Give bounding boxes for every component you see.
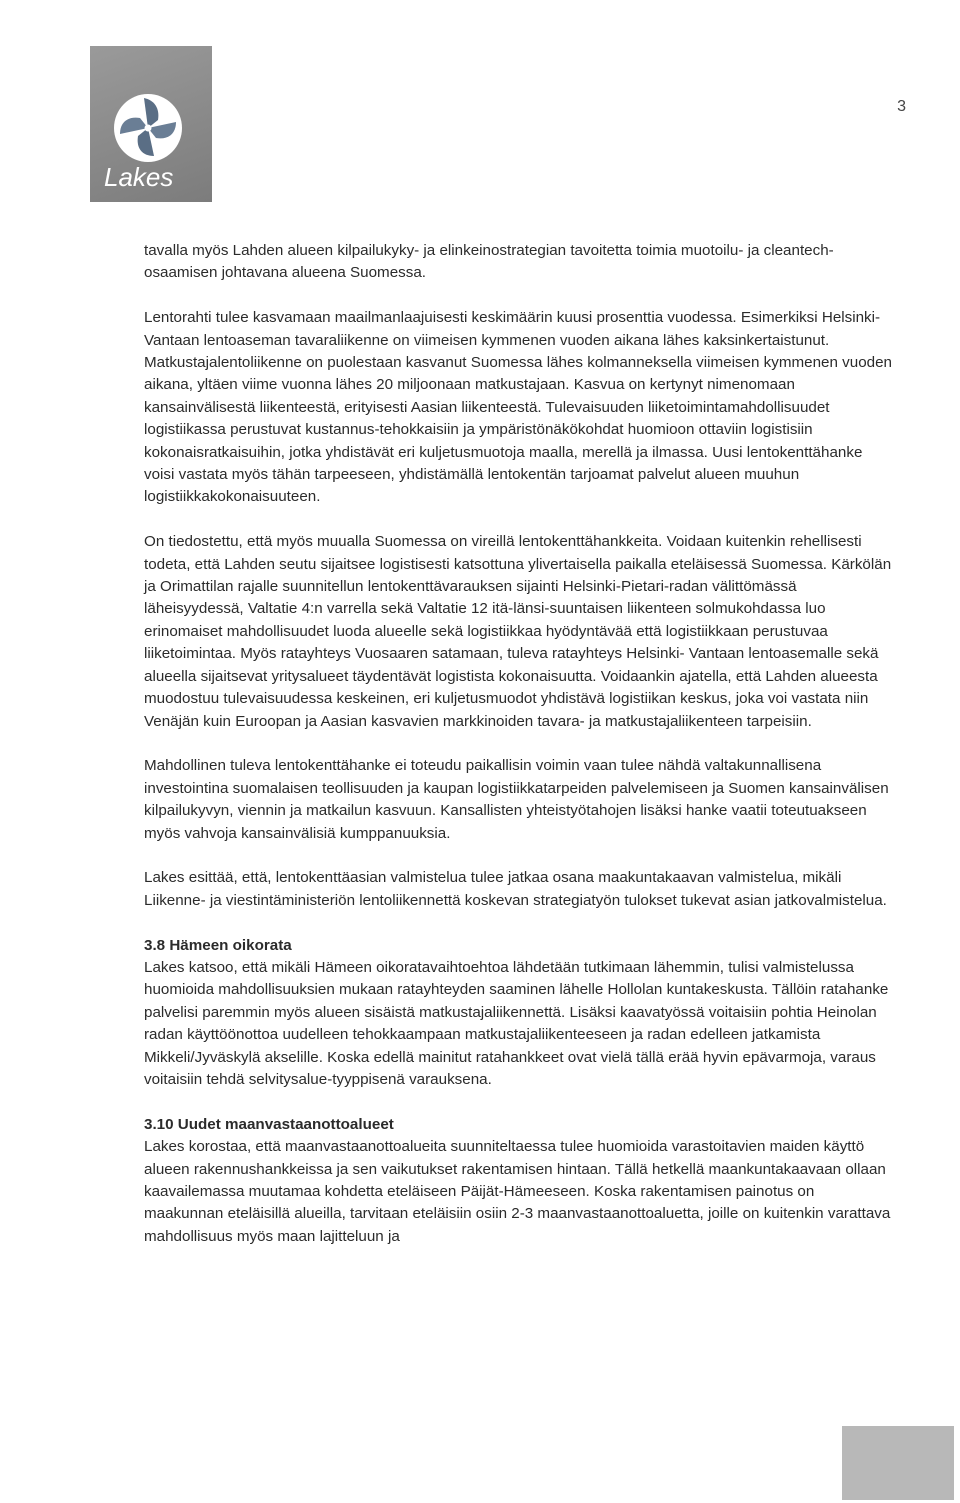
page-number: 3 <box>897 98 906 115</box>
document-body <box>144 240 896 1271</box>
section-text-maanvastaanottoalueet: Lakes korostaa, että maanvastaanottoalueita suunniteltaessa tulee huomioida varastoitavien maiden käyttö alueen rakennushankkeissa ja sen vaikutukset rakentamisen hintaan. Tällä hetkellä maankuntakaavaan ollaan kaavailemassa muutamaa kohdetta eteläiseen Päijät-Hämeeseen. Koska rakentamisen painotus on maakunnan eteläisillä alueilla, tarvitaan eteläisiin osiin 2-3 maanvastaanottoaluetta, joille on kuitenkin varattava mahdollisuus myös maan lajitteluun ja <box>144 1138 891 1245</box>
paragraph-national-investment: Mahdollinen tuleva lentokenttähanke ei toteudu paikallisin voimin vaan tulee nähdä valtakunnallisena investointina suomalaisen teollisuuden ja kaupan logistiikkatarpeiden palvelemiseen ja Suomen kansainvälisen kilpailukyvyn, viennin ja matkailun kasvuun. Kansallisten yhteistyötahojen lisäksi hanke vaatii toteutuakseen myös vahvoja kansainvälisiä kumppanuuksia. <box>144 757 889 842</box>
paragraph-air-freight: Lentorahti tulee kasvamaan maailmanlaajuisesti keskimäärin kuusi prosenttia vuodessa. Esimerkiksi Helsinki-Vantaan lentoaseman tavaraliikenne on viimeisen kymmenen vuoden aikana lähes kaksinkertaistunut. Matkustajalentoliikenne on puolestaan kasvanut Suomessa lähes kolmanneksella viimeisen kymmenen vuoden aikana, yltäen viime vuonna lähes 20 miljoonaan matkustajaan. Kasvua on kertynyt nimenomaan kansainvälisestä liikenteestä, erityisesti Aasian liikenteestä. Tulevaisuuden liiketoimintamahdollisuudet logistiikassa perustuvat kustannus-tehokkaisiin ja ympäristönäkökohdat huomioon ottaviin logistisiin kokonaisratkaisuihin, jotka yhdistävät eri kuljetusmuotoja maalla, merellä ja ilmassa. Uusi lentokenttähanke voisi vastata myös tähän tarpeeseen, yhdistämällä lentokentän tarjoamat palvelut alueen muuhun logistiikkakokonaisuuteen. <box>144 309 892 506</box>
paragraph-lakes-proposal: Lakes esittää, että, lentokenttäasian valmistelua tulee jatkaa osana maakuntakaavan valmistelua, mikäli Liikenne- ja viestintäministeriön lentoliikennettä koskevan strategiatyön tulokset tukevat asian jatkovalmistelua. <box>144 869 887 909</box>
paragraph-cleantech: tavalla myös Lahden alueen kilpailukyky- ja elinkeinostrategian tavoitetta toimia muotoilu- ja cleantech-osaamisen johtavana alueena Suomessa. <box>144 242 834 282</box>
scan-artifact <box>842 1426 954 1500</box>
section-heading-hameen-oikorata: 3.8 Hämeen oikorata <box>144 936 292 954</box>
section-text-hameen-oikorata: Lakes katsoo, että mikäli Hämeen oikoratavaihtoehtoa lähdetään tutkimaan lähemmin, tulisi valmistelussa huomioida mahdollisuuksien mukaan ratayhteyden saaminen lähelle Hollolan kuntakeskusta. Tällöin ratahanke palvelisi paremmin myös alueen sisäistä matkustajaliikennettä. Lisäksi kaavatyössä voitaisiin pohtia Heinolan radan käyttöönottoa uudelleen tehokkaampaan matkustajaliikenteeseen ja radan edelleen jatkamista Mikkeli/Jyväskylä akselille. Koska edellä mainitut ratahankkeet ovat vielä tällä erää hyvin epävarmoja, varaus voitaisiin tehdä selvitysalue-tyyppisenä varauksena. <box>144 958 889 1088</box>
paragraph-airport-projects: On tiedostettu, että myös muualla Suomessa on vireillä lentokenttähankkeita. Voidaan kuitenkin rehellisesti todeta, että Lahden seutu sijaitsee logistisesti katsottuna ylivertaisella paikalla eteläisessä Suomessa. Kärkölän ja Orimattilan rajalle suunnitellun lentokenttävarauksen sijainti Helsinki-Pietari-radan välittömässä läheisyydessä, Valtatie 4:n varrella sekä Valtatie 12 itä-länsi-suuntaisen liikenteen solmukohdassa luo erinomaiset mahdollisuudet luoda alueelle sekä logistiikkaa hyödyntävää että logistiikkaan perustuvaa liiketoimintaa. Myös ratayhteys Vuosaaren satamaan, tuleva ratayhteys Helsinki- Vantaan lentoasemalle sekä alueella sijaitsevat yritysalueet täydentävät logistista kokonaisuutta. Voidaankin ajatella, että Lahden alueesta muodostuu tulevaisuudessa keskeinen, eri kuljetusmuodot yhdistävä logistiikan keskus, joka voi vastata niin Venäjän kuin Euroopan ja Aasian kasvavien markkinoiden tavara- ja matkustajaliikenteen tarpeisiin. <box>144 533 892 730</box>
section-heading-maanvastaanottoalueet: 3.10 Uudet maanvastaanottoalueet <box>144 1115 394 1133</box>
lakes-logo <box>90 46 212 202</box>
svg-text:Lakes: Lakes <box>104 162 174 192</box>
